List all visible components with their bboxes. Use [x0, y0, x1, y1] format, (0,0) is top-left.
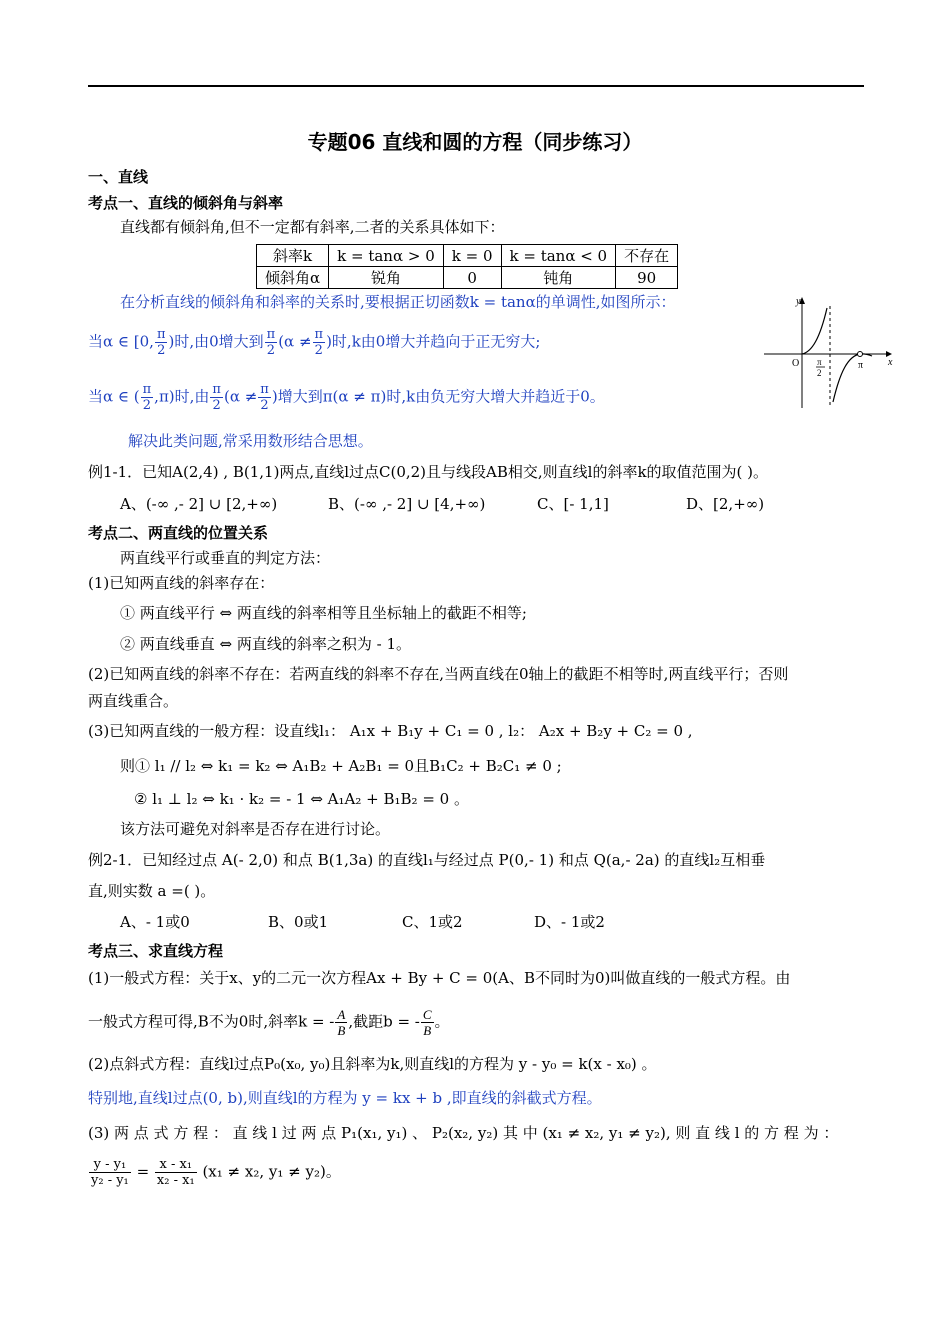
choice-d: D、- 1或2 [534, 913, 605, 931]
fraction-pi-over-2: $\frac{\pi}{2}$ [314, 327, 324, 358]
table-cell: k = tanα < 0 [501, 245, 616, 267]
k1-case1: 当α ∈ [0, $\frac{\pi}{2}$ )时,由0增大到 $\frac{\pi}{2}$ (α ≠ $\frac{\pi}{2}$ )时,k由0增大并趋向于正无穷大; [88, 327, 541, 358]
fraction-y: $\frac{\text{y - y₁}}{\text{y₂ - y₁}}$ [91, 1157, 129, 1188]
k2-p2b: 两直线重合。 [88, 692, 179, 710]
table-cell: k = 0 [443, 245, 501, 267]
fraction-x: $\frac{\text{x - x₁}}{\text{x₂ - x₁}}$ [156, 1157, 195, 1188]
half-pi-num: π [817, 357, 822, 367]
fraction-pi-over-2: $\frac{\pi}{2}$ [266, 327, 276, 358]
tangent-graph [760, 292, 896, 412]
k2-p1b: ② 两直线垂直 ⇔ 两直线的斜率之积为 - 1。 [120, 635, 412, 653]
example-2-1: 例2-1．已知经过点 A(- 2,0) 和点 B(1,3a) 的直线l₁与经过点 P(0,- 1) 和点 Q(a,- 2a) 的直线l₂互相垂 [88, 851, 766, 869]
k2-p1: (1)已知两直线的斜率存在： [88, 574, 275, 592]
choice-b: B、0或1 [268, 913, 329, 931]
table-cell: 不存在 [616, 245, 678, 267]
tangent-branch-right [833, 354, 872, 402]
k1-tangent-note: 在分析直线的倾斜角和斜率的关系时,要根据正切函数k = tanα的单调性,如图所示： [120, 293, 676, 311]
choice-a: A、- 1或0 [120, 913, 190, 931]
k2-intro: 两直线平行或垂直的判定方法： [120, 549, 331, 567]
choice-d: D、[2,+∞) [686, 495, 765, 513]
fraction-pi-over-2: $\frac{\pi}{2}$ [156, 327, 166, 358]
fraction-pi-over-2: $\frac{\pi}{2}$ [142, 382, 152, 413]
half-pi-den: 2 [817, 368, 822, 378]
example-2-1-cont: 直,则实数 a =( )。 [88, 882, 216, 900]
k1-case2: 当α ∈ ( $\frac{\pi}{2}$ ,π)时,由 $\frac{\pi}{2}$ (α ≠ $\frac{\pi}{2}$ )增大到π(α ≠ π)时,k由负无穷大增大并趋近于0。 [88, 382, 605, 413]
table-cell: k = tanα > 0 [329, 245, 444, 267]
y-label: y [796, 296, 801, 307]
top-rule [88, 85, 864, 87]
table-cell: 钝角 [501, 267, 616, 289]
fraction-pi-over-2: $\frac{\pi}{2}$ [260, 382, 269, 413]
open-point [858, 352, 863, 357]
tangent-branch-left [802, 308, 827, 354]
k2-p2a: (2)已知两直线的斜率不存在：若两直线的斜率不存在,当两直线在0轴上的截距不相等时,两直线平行；否则 [88, 665, 789, 683]
page-title: 专题06 直线和圆的方程（同步练习） [307, 130, 643, 154]
k3-p1b: 一般式方程可得,B不为0时,斜率k = - $\frac{A}{B}$ ,截距b = - $\frac{C}{B}$ 。 [88, 1007, 450, 1038]
k3-p2: (2)点斜式方程：直线l过点P₀(x₀, y₀)且斜率为k,则直线l的方程为 y - y₀ = k(x - x₀) 。 [88, 1055, 657, 1073]
table-row [257, 267, 678, 289]
section-heading-line: 一、直线 [88, 168, 149, 186]
two-point-formula: $\frac{\text{y - y₁}}{\text{y₂ - y₁}}$ = $\frac{\text{x - x₁}}{\text{x₂ - x₁}}$ (x₁ ≠ x₂, y₁ ≠ y₂)。 [91, 1157, 341, 1188]
k2-p3a: 则① l₁ // l₂ ⇔ k₁ = k₂ ⇔ A₁B₂ + A₂B₁ = 0且B₁C₂ + B₂C₁ ≠ 0 ; [120, 757, 562, 775]
k1-tip: 解决此类问题,常采用数形结合思想。 [128, 432, 373, 450]
slope-angle-table [256, 244, 678, 289]
choice-c: C、1或2 [402, 913, 463, 931]
k2-p3b: ② l₁ ⊥ l₂ ⇔ k₁ · k₂ = - 1 ⇔ A₁A₂ + B₁B₂ = 0 。 [134, 790, 469, 808]
x-label: x [888, 357, 893, 368]
table-cell: 斜率k [257, 245, 329, 267]
fraction-a-over-b: $\frac{A}{B}$ [337, 1007, 346, 1038]
choice-b: B、(-∞ ,- 2] ∪ [4,+∞) [328, 495, 486, 513]
choice-c: C、[- 1,1] [537, 495, 609, 513]
origin-label: O [792, 358, 800, 369]
topic-heading-3: 考点三、求直线方程 [88, 942, 224, 960]
example-1-1: 例1-1．已知A(2,4) , B(1,1)两点,直线l过点C(0,2)且与线段AB相交,则直线l的斜率k的取值范围为( )。 [88, 463, 769, 481]
k3-p3: (3) 两 点 式 方 程 ： 直 线 l 过 两 点 P₁(x₁, y₁) 、 P₂(x₂, y₂) 其 中 (x₁ ≠ x₂, y₁ ≠ y₂), 则 直 线 l 的 方 程 为 ： [88, 1124, 839, 1142]
k3-p1a: (1)一般式方程：关于x、y的二元一次方程Ax + By + C = 0(A、B不同时为0)叫做直线的一般式方程。由 [88, 969, 791, 987]
table-cell: 90 [616, 267, 678, 289]
table-cell: 0 [443, 267, 501, 289]
k2-p3: (3)已知两直线的一般方程：设直线l₁： A₁x + B₁y + C₁ = 0 , l₂： A₂x + B₂y + C₂ = 0 , [88, 722, 693, 740]
k1-intro: 直线都有倾斜角,但不一定都有斜率,二者的关系具体如下： [120, 218, 505, 236]
topic-heading-2: 考点二、两直线的位置关系 [88, 524, 269, 542]
fraction-c-over-b: $\frac{C}{B}$ [422, 1007, 432, 1038]
table-row [257, 245, 678, 267]
k3-p2-special: 特别地,直线l过点(0, b),则直线l的方程为 y = kx + b ,即直线的斜截式方程。 [88, 1089, 602, 1107]
k2-p4: 该方法可避免对斜率是否存在进行讨论。 [120, 820, 391, 838]
choice-a: A、(-∞ ,- 2] ∪ [2,+∞) [120, 495, 278, 513]
fraction-pi-over-2: $\frac{\pi}{2}$ [212, 382, 221, 413]
table-cell: 锐角 [329, 267, 444, 289]
table-cell: 倾斜角α [257, 267, 329, 289]
topic-heading-1: 考点一、直线的倾斜角与斜率 [88, 194, 284, 212]
pi-label: π [858, 360, 864, 371]
k2-p1a: ① 两直线平行 ⇔ 两直线的斜率相等且坐标轴上的截距不相等; [120, 604, 527, 622]
